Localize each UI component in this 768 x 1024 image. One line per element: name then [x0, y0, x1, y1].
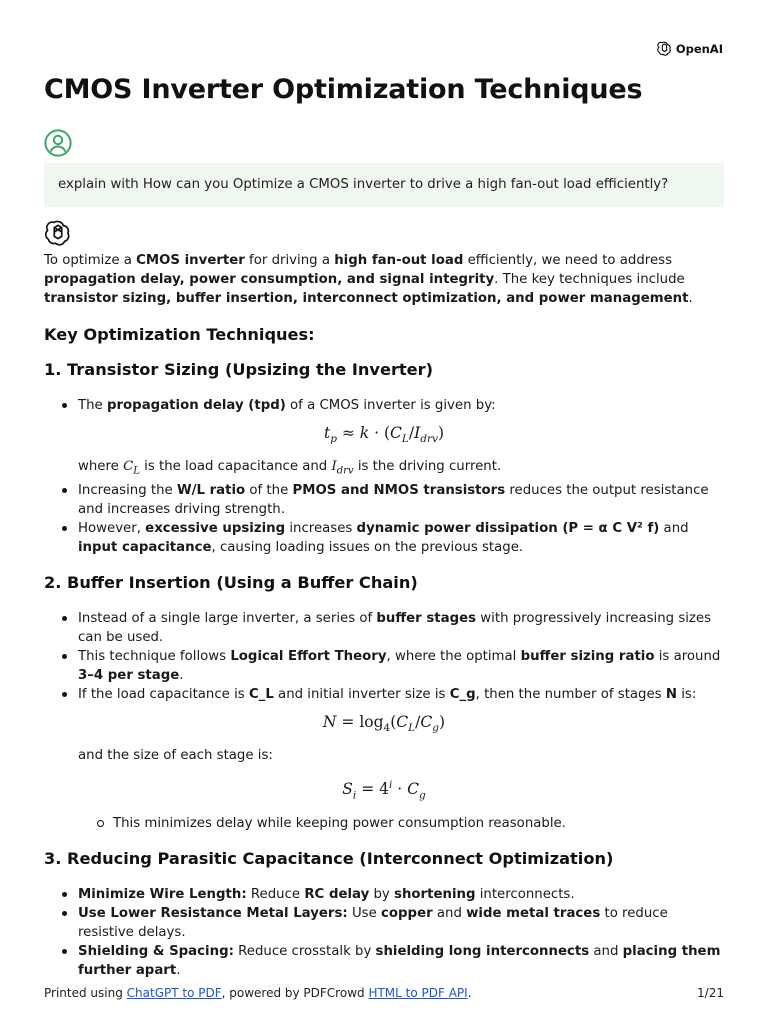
page-footer: Printed using ChatGPT to PDF, powered by PDFCrowd HTML to PDF API. 1/21 — [44, 986, 724, 1000]
openai-logo-icon — [656, 40, 673, 57]
equation-number-of-stages: $N = \log_4(C_L/C_g)$ — [322, 712, 446, 734]
equation-stage-size: $S_i = 4^i \cdot C_g$ — [342, 778, 426, 802]
brand-logo — [656, 40, 723, 57]
list-item: This technique follows Logical Effort Theory, where the optimal buffer sizing ratio is around 3–4 per stage. — [44, 647, 724, 685]
intro-paragraph: To optimize a CMOS inverter for driving a high fan-out load efficiently, we need to address propagation delay, power consumption, and signal integrity. The key techniques include transistor sizing, buffer insertion, interconnect optimization, and power management. — [44, 253, 693, 306]
chatgpt-to-pdf-link[interactable]: ChatGPT to PDF — [126, 986, 222, 1000]
heading-buffer-insertion: 2. Buffer Insertion (Using a Buffer Chain) — [44, 572, 418, 592]
list-item: Use Lower Resistance Metal Layers: Use copper and wide metal traces to reduce resistive delays. — [44, 904, 724, 942]
page-title: CMOS Inverter Optimization Techniques — [44, 74, 643, 105]
buffer-insertion-list — [44, 609, 724, 833]
page-number: 1/21 — [697, 986, 724, 1000]
list-item-nested: This minimizes delay while keeping power consumption reasonable. — [44, 814, 724, 833]
list-item: Instead of a single large inverter, a series of buffer stages with progressively increasing sizes can be used. — [44, 609, 724, 647]
equation-propagation-delay: $t_p \approx k \cdot (C_L/I_{drv})$ — [323, 424, 444, 446]
user-avatar-icon — [44, 129, 72, 157]
assistant-response — [44, 251, 724, 980]
where-text: where $C_L$ is the load capacitance and $I_{drv}$ is the driving current. — [78, 459, 502, 477]
user-prompt: explain with How can you Optimize a CMOS inverter to drive a high fan-out load efficiently? — [44, 163, 724, 207]
brand-name: OpenAI — [675, 41, 723, 56]
heading-key-techniques: Key Optimization Techniques: — [44, 325, 315, 344]
list-item: However, excessive upsizing increases dynamic power dissipation (P = α C V² f) and input capacitance, causing loading issues on the previous stage. — [44, 519, 724, 557]
list-item: Shielding & Spacing: Reduce crosstalk by shielding long interconnects and placing them further apart. — [44, 942, 724, 980]
list-item: The propagation delay (tpd) of a CMOS inverter is given by: $t_p \approx k \cdot (C_L/I_{drv})$ where $C_L$ is the load capacitance and $I_{drv}$ is the driving current. — [44, 396, 724, 481]
heading-parasitic-capacitance: 3. Reducing Parasitic Capacitance (Interconnect Optimization) — [44, 849, 614, 869]
list-item: Minimize Wire Length: Reduce RC delay by shortening interconnects. — [44, 885, 724, 904]
chatgpt-icon — [44, 219, 72, 247]
interconnect-list — [44, 885, 724, 980]
html-to-pdf-api-link[interactable]: HTML to PDF API — [368, 986, 468, 1000]
transistor-sizing-list — [44, 396, 724, 557]
list-item: Increasing the W/L ratio of the PMOS and NMOS transistors reduces the output resistance and increases driving strength. — [44, 481, 724, 519]
heading-transistor-sizing: 1. Transistor Sizing (Upsizing the Inverter) — [44, 360, 434, 379]
list-item: If the load capacitance is C_L and initial inverter size is C_g, then the number of stages N is: $N = \log_4(C_L/C_g)$ and the size of each stage is: $S_i = 4^i \cdot C_g$ — [44, 685, 724, 805]
stage-size-text: and the size of each stage is: — [78, 747, 273, 763]
